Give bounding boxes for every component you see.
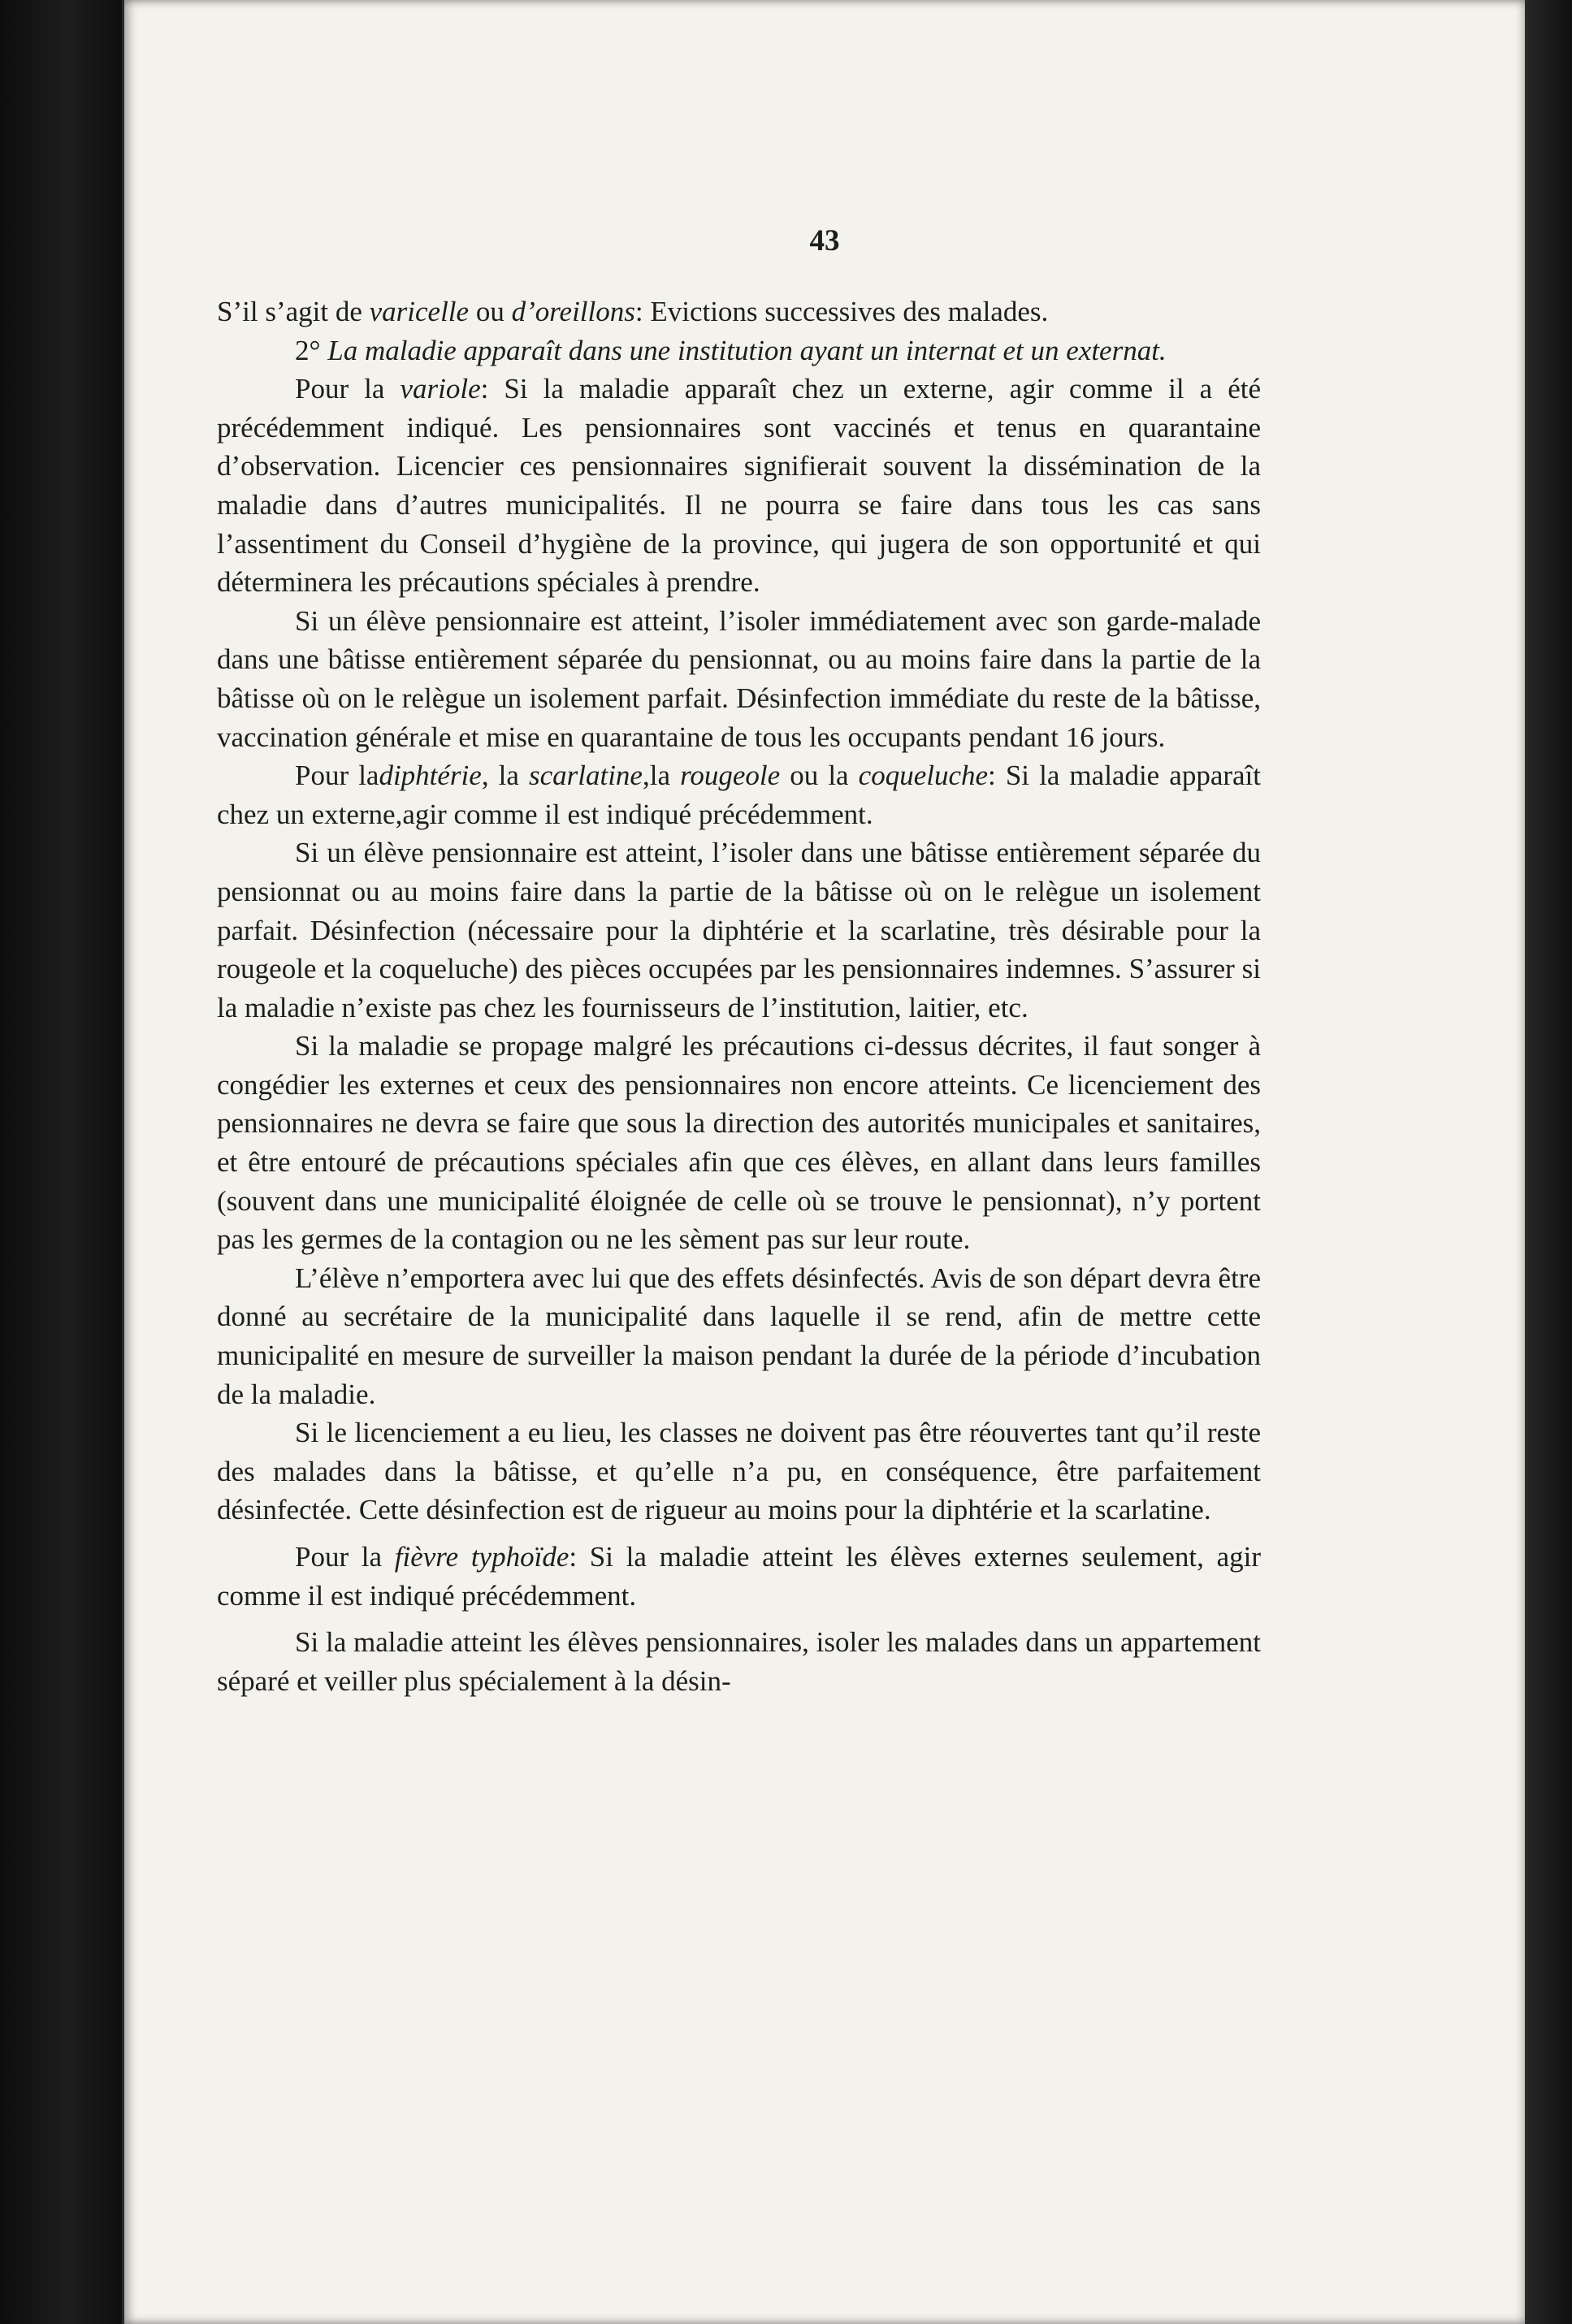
paragraph-6 — [217, 833, 1261, 1027]
page-number: 43 — [809, 224, 840, 258]
italic-term: coqueluche — [858, 760, 989, 792]
text-run: L’élève n’emportera avec lui que des effets désinfectés. Avis de son départ devra être donné au secrétaire de la municipalité dans laquelle il se rend, afin de mettre cette municipalité en mesure de surveiller la maison pendant la durée de la période d’incubation de la maladie. — [217, 1262, 1261, 1410]
text-run: Pour la — [295, 373, 401, 405]
text-run: ou — [469, 296, 512, 327]
paragraph-2 — [217, 331, 1261, 370]
text-run: : Si la maladie apparaît chez un externe,agir comme il est indiqué précédemment. — [217, 760, 1261, 830]
text-run: ou la — [780, 760, 859, 792]
page-edge-right — [1525, 0, 1527, 2324]
italic-term: d’oreillons — [511, 296, 635, 327]
text-run: Pour la — [295, 1541, 395, 1573]
text-run: ,la — [642, 760, 681, 792]
page-edge-left — [122, 0, 124, 2324]
book-page — [122, 0, 1527, 2324]
italic-term: variole — [400, 373, 481, 405]
text-run: S’il s’agit de — [217, 296, 370, 327]
paragraph-8 — [217, 1259, 1261, 1413]
scan-background-right — [1527, 0, 1572, 2324]
italic-term: fièvre typhoïde — [394, 1541, 569, 1573]
italic-term: rougeole — [680, 760, 781, 792]
italic-term: La maladie apparaît dans une institution ayant un internat et un externat. — [327, 334, 1167, 366]
body-text — [217, 292, 1261, 1700]
text-run: : Si la maladie apparaît chez un externe, agir comme il a été précédemment indiqué. Les pensionnaires sont vaccinés et tenus en quarantaine d’observation. Licencier ces pensionnaires signifierait souvent la dissémination de la maladie dans d’autres municipalités. Il ne pourra se faire dans tous les cas sans l’assentiment du Conseil d’hygiène de la province, qui jugera de son opportunité et qui déterminera les précautions spéciales à prendre. — [217, 373, 1261, 599]
text-run: : Si la maladie atteint les élèves externes seulement, agir comme il est indiqué précédemment. — [217, 1541, 1261, 1612]
text-run: Si un élève pensionnaire est atteint, l’isoler immédiatement avec son garde-malade dans une bâtisse entièrement séparée du pensionnat, ou au moins faire dans la partie de la bâtisse où on le relègue un isolement parfait. Désinfection immédiate du reste de la bâtisse, vaccination générale et mise en quarantaine de tous les occupants pendant 16 jours. — [217, 604, 1261, 753]
italic-term: varicelle — [369, 296, 470, 327]
paragraph-1 — [217, 292, 1261, 331]
text-run: 2° — [295, 334, 328, 366]
paragraph-9 — [217, 1413, 1261, 1530]
text-run: , la — [481, 760, 529, 792]
paragraph-5 — [217, 756, 1261, 833]
text-run: Pour la — [295, 760, 379, 792]
paragraph-3 — [217, 370, 1261, 602]
text-run: Si le licenciement a eu lieu, les classes ne doivent pas être réouvertes tant qu’il reste des malades dans la bâtisse, et qu’elle n’a pu, en conséquence, être parfaitement désinfectée. Cette désinfection est de rigueur au moins pour la diphtérie et la scarlatine. — [217, 1417, 1261, 1526]
italic-term: diphtérie — [379, 760, 482, 792]
text-run: Si la maladie atteint les élèves pensionnaires, isoler les malades dans un appartement séparé et veiller plus spécialement à la désin- — [217, 1626, 1261, 1697]
italic-term: scarlatine — [528, 760, 643, 792]
text-run: Si un élève pensionnaire est atteint, l’isoler dans une bâtisse entièrement séparée du pensionnat ou au moins faire dans la partie de la bâtisse où on le relègue un isolement parfait. Désinfection (nécessaire pour la diphtérie et la scarlatine, très désirable pour la rougeole et la coqueluche) des pièces occupées par les pensionnaires indemnes. S’assurer si la maladie n’existe pas chez les fournisseurs de l’institution, laitier, etc. — [217, 837, 1261, 1024]
text-run: Si la maladie se propage malgré les précautions ci-dessus décrites, il faut songer à congédier les externes et ceux des pensionnaires non encore atteints. Ce licenciement des pensionnaires ne devra se faire que sous la direction des autorités municipales et sanitaires, et être entouré de précautions spéciales afin que ces élèves, en allant dans leurs familles (souvent dans une municipalité éloignée de celle où se trouve le pensionnat), n’y portent pas les germes de la contagion ou ne les sèment pas sur leur route. — [217, 1030, 1261, 1256]
paragraph-4 — [217, 602, 1261, 756]
text-run: : Evictions successives des malades. — [634, 296, 1049, 327]
paragraph-7 — [217, 1027, 1261, 1259]
paragraph-10 — [217, 1538, 1261, 1615]
scan-background-left — [0, 0, 122, 2324]
paragraph-11 — [217, 1623, 1261, 1700]
